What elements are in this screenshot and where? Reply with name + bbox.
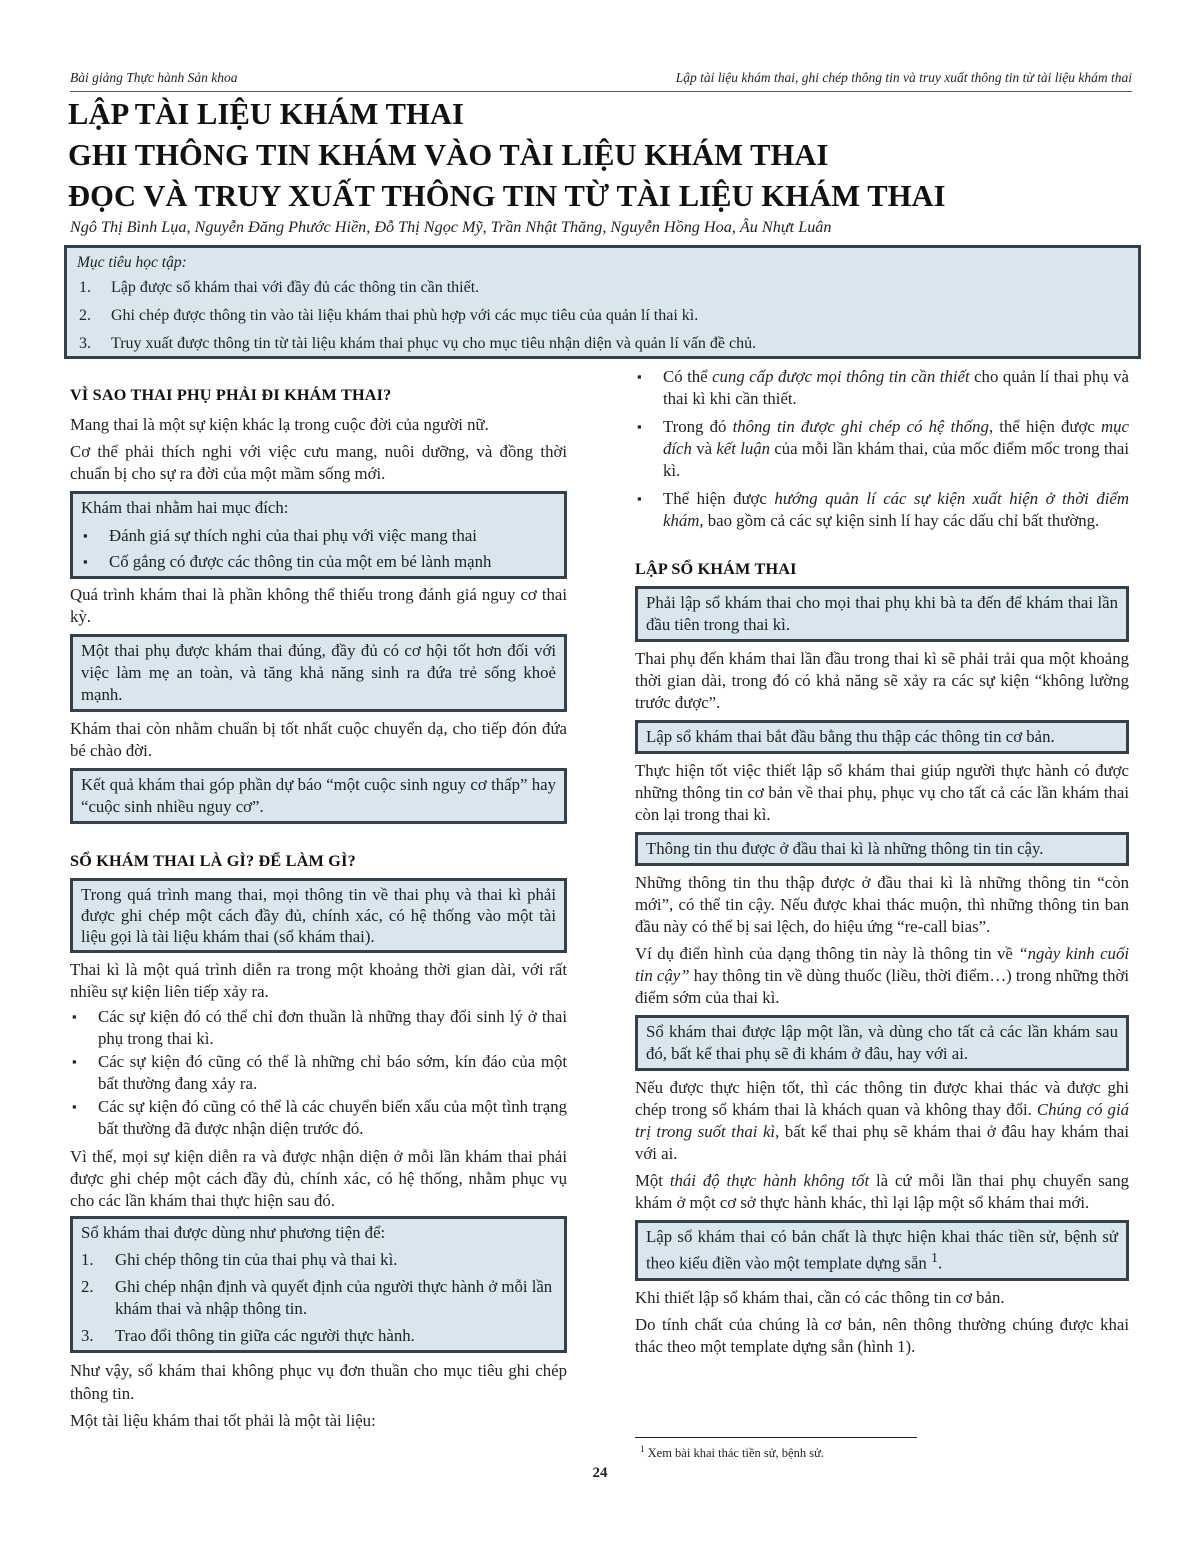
objective-item bbox=[77, 279, 1128, 307]
highlight-box: Phải lập sổ khám thai cho mọi thai phụ khi bà ta đến để khám thai lần đầu tiên trong thai kì. bbox=[635, 586, 1129, 642]
paragraph: Thai kì là một quá trình diễn ra trong một khoảng thời gian dài, với rất nhiều sự kiện liên tiếp xảy ra. bbox=[70, 960, 567, 1001]
highlight-box: Một thai phụ được khám thai đúng, đầy đủ có cơ hội tốt hơn đối với việc làm mẹ an toàn, và tăng khả năng sinh ra đứa trẻ sống khoẻ mạnh. bbox=[70, 634, 567, 712]
item-text: Ghi chép nhận định và quyết định của người thực hành ở mỗi lần khám thai và nhập thông tin. bbox=[115, 1277, 553, 1318]
paragraph: Cơ thể phải thích nghi với việc cưu mang, nuôi dưỡng, và đồng thời chuẩn bị cho sự ra đời của một mầm sống mới. bbox=[70, 442, 567, 483]
item-text: Ghi chép thông tin của thai phụ và thai kì. bbox=[115, 1250, 398, 1269]
highlight-box: Trong quá trình mang thai, mọi thông tin về thai phụ và thai kì phải được ghi chép một cách đầy đủ, chính xác, có hệ thống vào một tài liệu gọi là tài liệu khám thai (sổ khám thai). bbox=[70, 878, 567, 953]
left-column bbox=[70, 360, 567, 1432]
item-text: Trao đổi thông tin giữa các người thực hành. bbox=[115, 1326, 415, 1345]
paragraph: Do tính chất của chúng là cơ bản, nên thông thường chúng được khai thác theo một template dựng sẵn (hình 1). bbox=[635, 1314, 1129, 1356]
bullet-text: Đánh giá sự thích nghi của thai phụ với việc mang thai bbox=[109, 526, 477, 545]
objective-text: Lập được sổ khám thai với đầy đủ các thông tin cần thiết. bbox=[111, 279, 480, 296]
box-title: Khám thai nhằm hai mục đích: bbox=[81, 498, 289, 517]
paragraph: Thực hiện tốt việc thiết lập sổ khám thai giúp người thực hành có được những thông tin cơ bản về thai phụ, phục vụ cho tất cả các lần khám thai còn lại trong thai kì. bbox=[635, 761, 1129, 824]
title-line-1: LẬP TÀI LIỆU KHÁM THAI bbox=[68, 97, 464, 131]
bullet-item bbox=[635, 366, 1129, 410]
highlight-box: Lập sổ khám thai có bản chất là thực hiện khai thác tiền sử, bệnh sử theo kiểu điền vào một template dựng sẵn $^1$. bbox=[635, 1220, 1129, 1281]
objective-text: Ghi chép được thông tin vào tài liệu khám thai phù hợp với các mục tiêu của quản lí thai kì. bbox=[111, 307, 699, 324]
objective-item bbox=[77, 335, 1128, 363]
header-course-title: Bài giảng Thực hành Sản khoa bbox=[70, 70, 238, 85]
bullet-item bbox=[70, 1096, 567, 1140]
item-number: 1. bbox=[81, 1250, 94, 1269]
authors-line: Ngô Thị Bình Lụa, Nguyễn Đăng Phước Hiền, Đỗ Thị Ngọc Mỹ, Trần Nhật Thăng, Nguyễn Hồng Hoa, Âu Nhựt Luân bbox=[70, 218, 832, 236]
paragraph: Nếu được thực hiện tốt, thì các thông tin được khai thác và được ghi chép trong sổ khám thai là khách quan và không thay đổi. Chúng có giá trị trong suốt thai kì, bất kể thai phụ sẽ khám thai ở đâu hay khám thai với ai. bbox=[635, 1078, 1129, 1163]
paragraph: Những thông tin thu thập được ở đầu thai kì là những thông tin “còn mới”, có thể tin cậy. Nếu được khai thác muộn, thì những thông tin ban đầu này có thể bị sai lệch, do hiệu ứng “re-call bias”. bbox=[635, 873, 1129, 936]
numbered-item bbox=[81, 1276, 556, 1320]
title-line-3: ĐỌC VÀ TRUY XUẤT THÔNG TIN TỪ TÀI LIỆU KHÁM THAI bbox=[68, 179, 946, 213]
bullet-item bbox=[635, 416, 1129, 482]
highlight-box-uses bbox=[70, 1216, 567, 1353]
paragraph: Một thái độ thực hành không tốt là cứ mỗi lần thai phụ chuyển sang khám ở một cơ sở thực hành khác, thì lại lập một sổ khám thai mới. bbox=[635, 1171, 1129, 1212]
paragraph: Khám thai còn nhằm chuẩn bị tốt nhất cuộc chuyển dạ, cho tiếp đón đứa bé chào đời. bbox=[70, 719, 567, 760]
bullet-text: Các sự kiện đó cũng có thể là những chỉ báo sớm, kín đáo của một bất thường đang xảy ra. bbox=[98, 1052, 567, 1093]
section-heading-lap-so: LẬP SỔ KHÁM THAI bbox=[635, 560, 797, 578]
paragraph: Khi thiết lập sổ khám thai, cần có các thông tin cơ bản. bbox=[635, 1287, 1005, 1307]
objective-text: Truy xuất được thông tin từ tài liệu khám thai phục vụ cho mục tiêu nhận diện và quản lí vấn đề chủ. bbox=[111, 335, 757, 352]
numbered-item bbox=[81, 1249, 556, 1271]
item-number: 3. bbox=[81, 1326, 94, 1345]
bullet-icon: ▪ bbox=[72, 1099, 77, 1114]
bullet-item bbox=[70, 1051, 567, 1095]
highlight-box: Lập sổ khám thai bắt đầu bằng thu thập các thông tin cơ bản. bbox=[635, 720, 1129, 754]
bullet-icon: ▪ bbox=[637, 419, 642, 434]
highlight-box: Thông tin thu được ở đầu thai kì là những thông tin tin cậy. bbox=[635, 832, 1129, 866]
bullet-text: Thể hiện được hướng quản lí các sự kiện xuất hiện ở thời điểm khám, bao gồm cả các sự kiện sinh lí hay các dấu chỉ bất thường. bbox=[663, 489, 1129, 530]
bullet-text: Trong đó thông tin được ghi chép có hệ thống, thể hiện được mục đích và kết luận của mỗi lần khám thai, của mốc điểm mốc trong thai kì. bbox=[663, 417, 1129, 480]
paragraph: Mang thai là một sự kiện khác lạ trong cuộc đời của người nữ. bbox=[70, 415, 489, 434]
item-number: 2. bbox=[81, 1277, 94, 1296]
highlight-box: Sổ khám thai được lập một lần, và dùng cho tất cả các lần khám sau đó, bất kể thai phụ sẽ đi khám ở đâu, hay với ai. bbox=[635, 1015, 1129, 1071]
paragraph: Thai phụ đến khám thai lần đầu trong thai kì sẽ phải trải qua một khoảng thời gian dài, trong đó có khả năng sẽ xảy ra các sự kiện “không lường trước được”. bbox=[635, 649, 1129, 712]
bullet-text: Có thể cung cấp được mọi thông tin cần thiết cho quản lí thai phụ và thai kì khi cần thiết. bbox=[663, 367, 1129, 408]
learning-objectives-box bbox=[64, 245, 1141, 359]
paragraph: Ví dụ điển hình của dạng thông tin này là thông tin về “ngày kinh cuối tin cậy” hay thông tin về dùng thuốc (liều, thời điểm…) trong những thời điểm sớm của thai kì. bbox=[635, 944, 1130, 1007]
title-line-2: GHI THÔNG TIN KHÁM VÀO TÀI LIỆU KHÁM THAI bbox=[68, 138, 829, 172]
objective-number: 2. bbox=[79, 307, 91, 324]
bullet-item bbox=[81, 551, 556, 573]
bullet-icon: ▪ bbox=[637, 369, 642, 384]
bullet-text: Các sự kiện đó có thể chỉ đơn thuần là những thay đổi sinh lý ở thai phụ trong thai kì. bbox=[98, 1007, 567, 1048]
objective-number: 3. bbox=[79, 335, 91, 352]
running-header bbox=[70, 70, 1132, 92]
paragraph: Một tài liệu khám thai tốt phải là một tài liệu: bbox=[70, 1411, 376, 1430]
bullet-item bbox=[635, 488, 1129, 532]
page-titles bbox=[68, 94, 1138, 217]
header-chapter-title: Lập tài liệu khám thai, ghi chép thông tin và truy xuất thông tin từ tài liệu khám thai bbox=[675, 70, 1132, 85]
footnote-divider bbox=[635, 1437, 917, 1438]
objective-item bbox=[77, 307, 1128, 335]
paragraph: Quá trình khám thai là phần không thể thiếu trong đánh giá nguy cơ thai kỳ. bbox=[70, 585, 567, 626]
highlight-box: Kết quả khám thai góp phần dự báo “một cuộc sinh nguy cơ thấp” hay “cuộc sinh nhiều nguy cơ”. bbox=[70, 768, 567, 824]
section-heading-what: SỔ KHÁM THAI LÀ GÌ? ĐỂ LÀM GÌ? bbox=[70, 852, 356, 870]
right-column bbox=[635, 360, 1129, 1358]
footnote-ref: 1 bbox=[931, 1251, 938, 1266]
highlight-box-purposes bbox=[70, 491, 567, 579]
bullet-icon: ▪ bbox=[72, 1054, 77, 1069]
box-title: Sổ khám thai được dùng như phương tiện để: bbox=[81, 1223, 386, 1242]
bullet-icon: ▪ bbox=[72, 1009, 77, 1024]
paragraph: Vì thế, mọi sự kiện diễn ra và được nhận diện ở mỗi lần khám thai phải được ghi chép một cách đầy đủ, chính xác, có hệ thống, nhằm phục vụ cho các lần khám thai thực hiện sau đó. bbox=[70, 1147, 567, 1210]
objective-number: 1. bbox=[79, 279, 91, 296]
numbered-item bbox=[81, 1325, 556, 1347]
bullet-text: Các sự kiện đó cũng có thể là các chuyển biến xấu của một tình trạng bất thường đã được nhận diện trước đó. bbox=[98, 1097, 567, 1138]
bullet-icon: ▪ bbox=[83, 554, 88, 569]
objectives-label: Mục tiêu học tập: bbox=[77, 254, 187, 271]
bullet-item bbox=[70, 1006, 567, 1050]
bullet-icon: ▪ bbox=[637, 491, 642, 506]
page-number: 24 bbox=[592, 1465, 608, 1481]
bullet-icon: ▪ bbox=[83, 528, 88, 543]
footnote: $^1$ Xem bài khai thác tiền sử, bệnh sử. bbox=[640, 1444, 824, 1461]
section-heading-why: VÌ SAO THAI PHỤ PHẢI ĐI KHÁM THAI? bbox=[70, 386, 392, 404]
paragraph: Như vậy, sổ khám thai không phục vụ đơn thuần cho mục tiêu ghi chép thông tin. bbox=[70, 1361, 567, 1403]
bullet-item bbox=[81, 525, 556, 547]
bullet-text: Cố gắng có được các thông tin của một em bé lành mạnh bbox=[109, 552, 492, 571]
